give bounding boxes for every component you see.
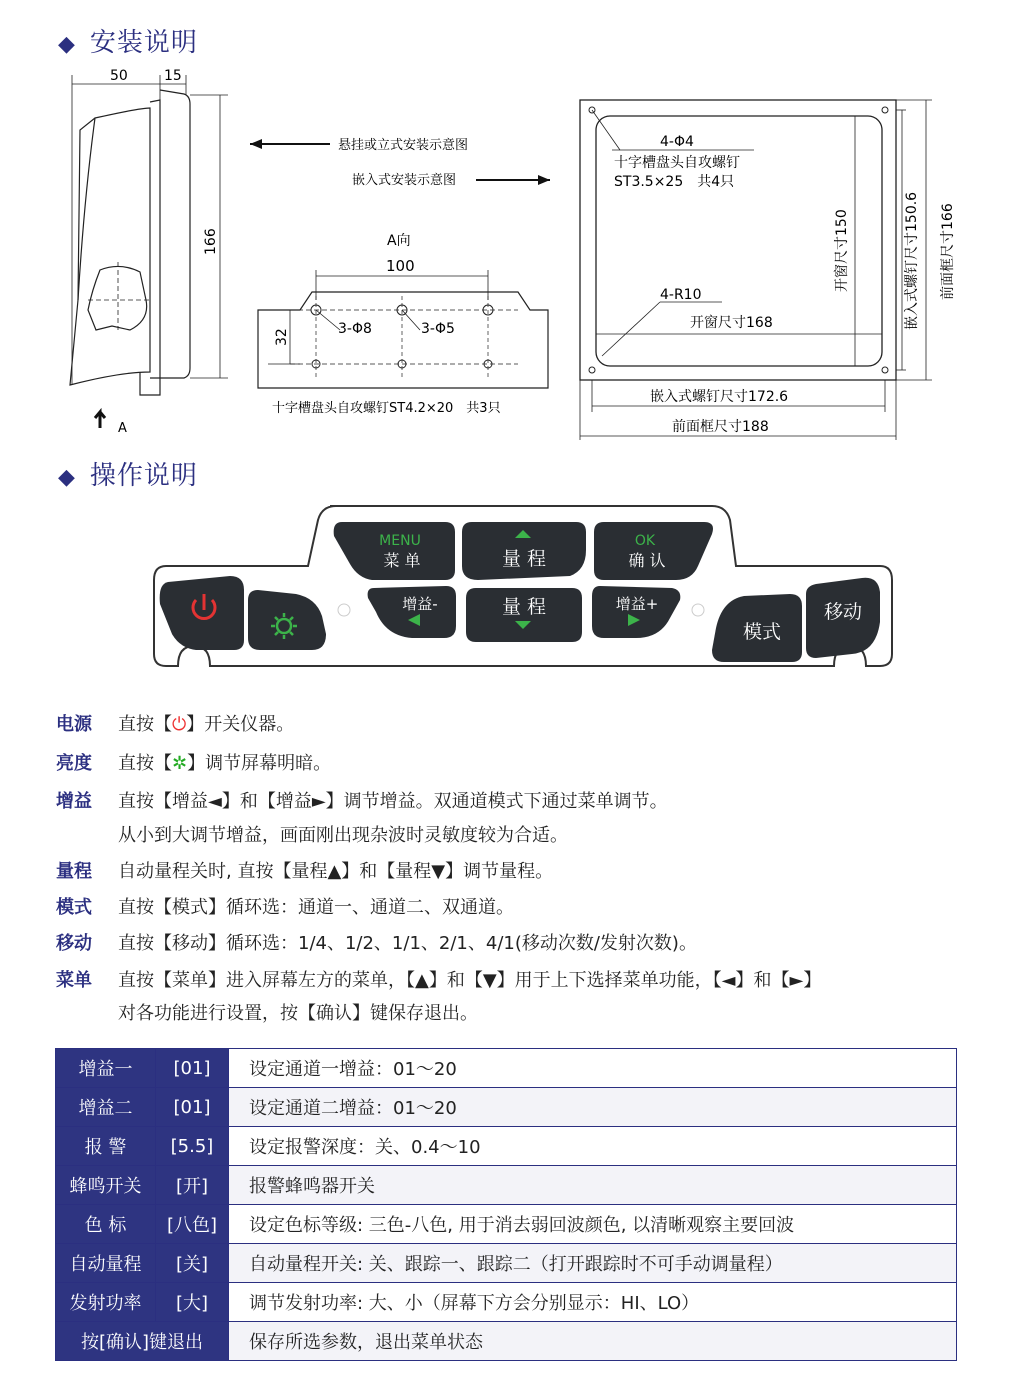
dim-15: 15 (164, 68, 182, 84)
bracket-diagram (258, 270, 548, 388)
view-a-label: A (118, 421, 127, 436)
dim-32: 32 (274, 328, 290, 346)
svg-text:量 程: 量 程 (501, 596, 547, 618)
bracket-view-label: A向 (387, 233, 411, 249)
table-row: 按[确认]键退出 保存所选参数，退出菜单状态 (56, 1322, 957, 1361)
table-row: 自动量程 [关] 自动量程开关: 关、跟踪一、跟踪二（打开跟踪时不可手动调量程） (56, 1244, 957, 1283)
svg-text:量 程: 量 程 (501, 548, 547, 570)
front-width-label: 前面框尺寸188 (672, 419, 769, 435)
table-row: 报 警 [5.5] 设定报警深度：关、0.4～10 (56, 1127, 957, 1166)
svg-text:确 认: 确 认 (628, 551, 666, 570)
embed-height-label: 嵌入式螺钉尺寸150.6 (904, 191, 920, 330)
desc-mode: 模式 直按【模式】循环选：通道一、通道二、双通道。 (56, 897, 514, 918)
range-down-key[interactable] (466, 588, 582, 642)
open-height-label: 开窗尺寸150 (834, 209, 850, 292)
svg-text:MENU: MENU (379, 533, 421, 549)
bracket-screw-label: 十字槽盘头自攻螺钉ST4.2×20 共3只 (272, 401, 501, 416)
table-row: 蜂鸣开关 [开] 报警蜂鸣器开关 (56, 1166, 957, 1205)
svg-text:移动: 移动 (823, 601, 863, 623)
table-row: 增益一 [01] 设定通道一增益：01～20 (56, 1049, 957, 1088)
embed-width-label: 嵌入式螺钉尺寸172.6 (650, 389, 789, 405)
embed-legend: 嵌入式安装示意图 (352, 173, 457, 188)
desc-brightness: 亮度 直按【✲】调节屏幕明暗。 (56, 753, 332, 774)
desc-menu-note: 对各功能进行设置，按【确认】键保存退出。 (118, 1003, 478, 1024)
arrow-up-icon (95, 412, 105, 428)
installation-diagram (0, 0, 1024, 450)
dim-166: 166 (203, 228, 219, 255)
desc-power: 电源 直按【⏻】开关仪器。 (56, 714, 295, 735)
gear-icon: ✲ (172, 753, 188, 774)
panel-screw-label: 十字槽盘头自攻螺钉 (614, 155, 740, 171)
hole-5-label: 3-Φ5 (421, 321, 455, 337)
panel-screw-spec: ST3.5×25 共4只 (614, 174, 735, 190)
hole-8-label: 3-Φ8 (338, 321, 372, 337)
operation-descriptions (56, 708, 986, 1031)
table-row: 增益二 [01] 设定通道二增益：01～20 (56, 1088, 957, 1127)
diamond-icon: ◆ (58, 32, 76, 57)
hang-legend: 悬挂或立式安装示意图 (338, 138, 469, 153)
keypad-diagram (0, 500, 1024, 700)
svg-text:菜 单: 菜 单 (383, 551, 421, 570)
install-section-title: ◆ 安装说明 (58, 28, 198, 58)
svg-text:模式: 模式 (742, 621, 782, 643)
front-height-label: 前面框尺寸166 (940, 203, 956, 300)
panel-radius-label: 4-R10 (660, 287, 702, 303)
dim-100: 100 (386, 257, 415, 275)
desc-gain: 增益 直按【增益◄】和【增益►】调节增益。双通道模式下通过菜单调节。 (56, 791, 668, 812)
svg-text:OK: OK (634, 533, 656, 549)
dim-50: 50 (110, 68, 128, 84)
panel-hole-label: 4-Φ4 (660, 134, 694, 150)
desc-gain-note: 从小到大调节增益，画面刚出现杂波时灵敏度较为合适。 (118, 825, 568, 846)
move-key[interactable] (806, 578, 880, 658)
range-up-key[interactable] (462, 522, 586, 580)
table-row: 发射功率 [大] 调节发射功率: 大、小（屏幕下方会分别显示：HI、LO） (56, 1283, 957, 1322)
operate-section-title: ◆ 操作说明 (58, 461, 198, 491)
desc-menu: 菜单 直按【菜单】进入屏幕左方的菜单，【▲】和【▼】用于上下选择菜单功能，【◄】和【►】 (56, 970, 822, 991)
open-width-label: 开窗尺寸168 (690, 315, 773, 331)
power-icon: ⏻ (172, 714, 187, 735)
desc-move: 移动 直按【移动】循环选：1/4、1/2、1/1、2/1、4/1(移动次数/发射次数)。 (56, 933, 697, 954)
table-row: 色 标 [八色] 设定色标等级: 三色-八色, 用于消去弱回波颜色, 以清晰观察主要回波 (56, 1205, 957, 1244)
diamond-icon: ◆ (58, 465, 76, 490)
menu-function-table (55, 1048, 957, 1361)
svg-text:增益-: 增益- (402, 595, 438, 613)
desc-range: 量程 自动量程关时, 直按【量程▲】和【量程▼】调节量程。 (56, 861, 554, 882)
svg-text:增益+: 增益+ (615, 595, 659, 613)
